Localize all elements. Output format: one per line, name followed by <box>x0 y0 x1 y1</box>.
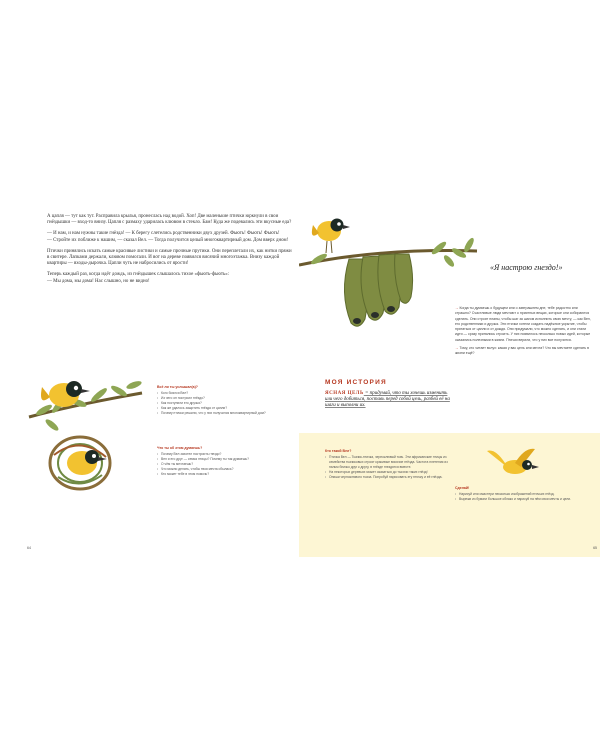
flying-bird-illustration <box>485 443 545 483</box>
list-item: • О чём ты мечтаешь? <box>157 462 287 467</box>
questions-listened-title: Всё ли ты услышал(а)? <box>157 385 198 389</box>
list-item: • Опиши черноклювого ткача. Попробуй нарисовать эту птичку и её гнёзда. <box>325 475 450 480</box>
list-item: • Нарисуй или смастери несколько изображений птичьих гнёзд. <box>455 492 585 497</box>
list-item: • Вел и его друг — семья птицы? Почему ты так думаешь? <box>157 457 287 462</box>
right-text <box>455 306 591 360</box>
story-text <box>47 214 292 290</box>
list-item: • Почему Вел захотел построить гнездо? <box>157 452 287 457</box>
list-item: • Как поступили его друзья? <box>157 401 287 406</box>
top-bird <box>312 219 350 254</box>
list-item: • Птичка Вел — Ткачик-птичка, черноклювый ткач. Эти африканские птицы из семейства ткачиковых строят красивые висячие гнёзда. Частота плетения из пальм близко друг к другу, в гнёзде гнездятся вместе. <box>325 455 450 470</box>
list-item: • Кого боялся Вел? <box>157 391 287 396</box>
do-it <box>455 486 585 502</box>
list-item: • Как же удалось защитить гнёзда от цапли? <box>157 406 287 411</box>
list-item: • Что можно делать, чтобы твоя мечта сбылась? <box>157 467 287 472</box>
story-paragraph-3: Птички принялись искать самые красивые листики и самые прочные прутики. Они переплетали их, как нитки пряжи в свитере. Лапками держали, клювом помогали. И вот на дереве появился висячий многоэтажка. Внизу каждой квартиры — входы-дырочка. Цапли чуть не набросились от ярости! <box>47 248 292 267</box>
my-story <box>325 379 455 409</box>
list-item: • Кто может тебе в этом помочь? <box>157 472 287 477</box>
list-item: • Из чего он построил гнёздо? <box>157 396 287 401</box>
who-is-vel <box>325 449 450 480</box>
page-number-left: 64 <box>27 546 31 550</box>
right-page <box>299 193 600 557</box>
my-story-body: = придумай, что ты хочешь изменить или чего добиться, поставь перед собой цель, разбей её на шаги и выполни их. <box>325 391 450 408</box>
my-story-text <box>325 391 455 409</box>
arrow-icon: → <box>455 306 459 310</box>
right-paragraph-2: Тому, кто читает вслух: какая у вас цель или мечта? Что вы мечтаете сделать в жизни ещё? <box>455 346 589 356</box>
do-it-title: Сделай! <box>455 486 470 490</box>
story-paragraph-2: — И нам, и нам нужны такие гнёзда! — К берегу слетелись родственники двух друзей. Фьють! Фьють! Фьють! — Стройте их поближе к нашим, — сказал Вел. — Тогда получится целый многоквартирный дом. Дом вверх дном! <box>47 231 289 243</box>
left-page <box>24 193 293 557</box>
right-paragraph-1: Когда ты думаешь о будущем или о завтрашнем дне, тебе радостно или страшно? Счастливые люди мечтают о приятных вещах, которые они собираются сделать. Они строят планы, чтобы шаг за шагом исполнить свою мечту, — как Вел, его родственники и друзья. Эти птички хотели создать надёжное укрытие, чтобы прятаться от цапли и от дождя. Они придумали, что можно сделать, и они стали идти — сразу принялись строить. У них появилось несколько новых идей, которые оказались полезными в жизни. Птички верили, что у них все получится. <box>455 306 591 342</box>
story-paragraph-1: А цапля — тут как тут. Расправила крылья, пронеслась над водой. Хоп! Две маленькие птички юркнули в свои гнёздышки — вход-то внизу. Цапля с размаху ударилась клювом в стекло. Бам! Куда же подевались эти вкусные еда? <box>47 214 292 226</box>
questions-listened <box>157 385 287 416</box>
hanging-nests-illustration <box>299 193 479 343</box>
list-item: • На некоторых деревьях может оказаться до тысячи таких гнёзд! <box>325 470 450 475</box>
questions-think <box>157 446 287 477</box>
my-story-title: МОЯ ИСТОРИЯ <box>325 379 387 386</box>
who-is-vel-title: Кто такой Вел? <box>325 449 352 453</box>
list-item: • Вырежи из бумаги большое облако и нарисуй на нём свои мечты и цели. <box>455 497 585 502</box>
heading-quote: «Я настрою гнездо!» <box>490 263 563 272</box>
arrow-icon: → <box>455 346 459 351</box>
my-story-lead: ЯСНАЯ ЦЕЛЬ <box>325 391 364 396</box>
questions-think-title: Что ты об этом думаешь? <box>157 446 203 450</box>
page-number-right: 65 <box>593 546 597 550</box>
birds-nest-illustration <box>24 365 146 515</box>
story-paragraph-4: Теперь каждый раз, когда идёт дождь, из гнёздышек слышалось тихое «фьють-фьють»: — Мы дома, мы дома! Нас слышно, но не видно! <box>47 272 230 284</box>
list-item: • Почему птички решили, что у них получился многоквартирный дом? <box>157 411 287 416</box>
